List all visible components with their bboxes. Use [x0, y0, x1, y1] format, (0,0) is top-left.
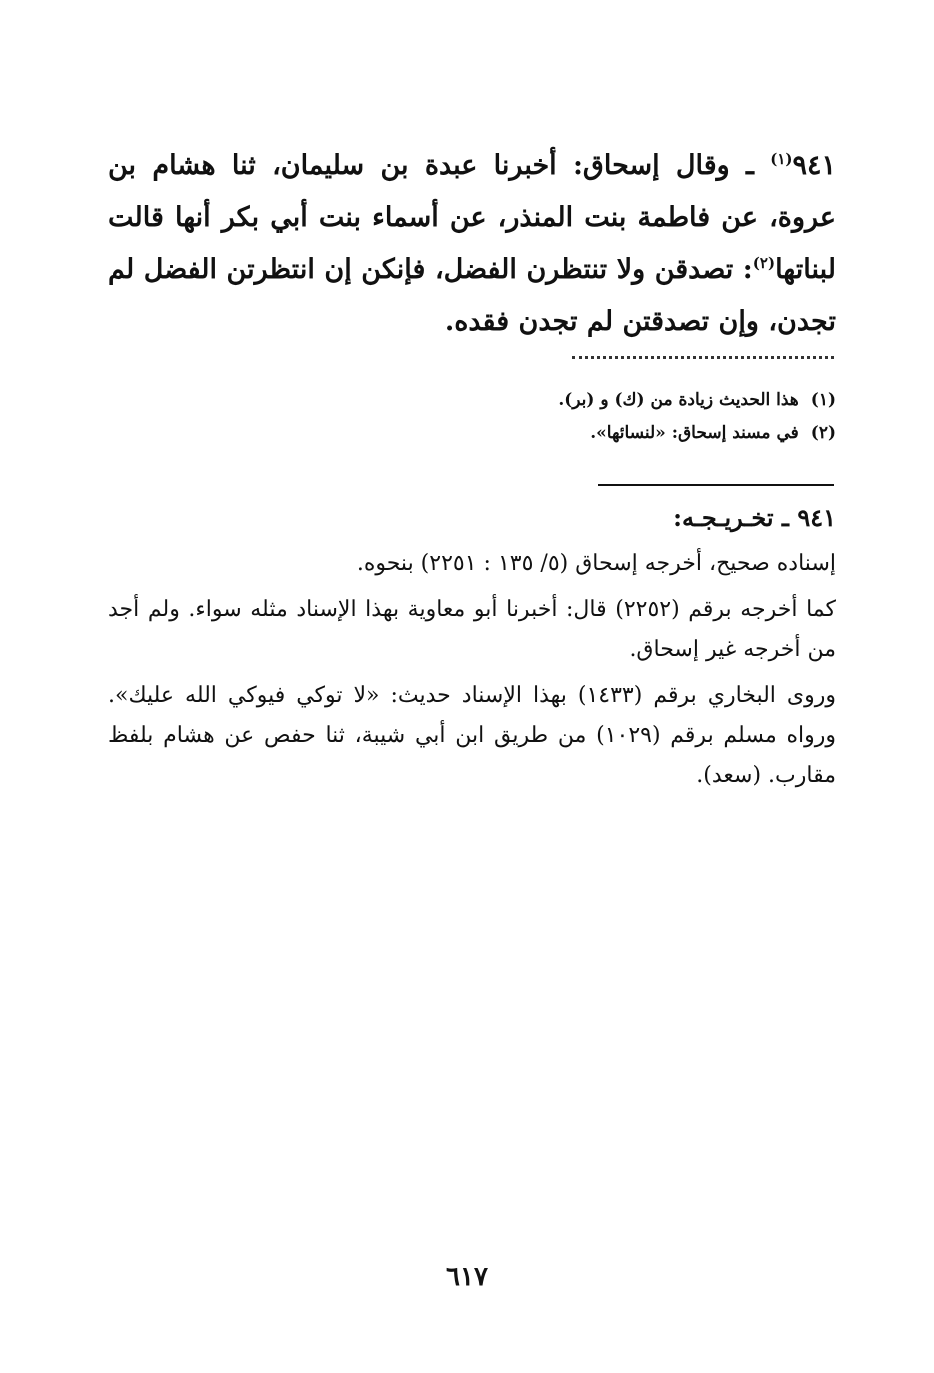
footnote-mark: (١) — [810, 390, 836, 410]
footnotes — [108, 384, 836, 450]
hadith-paragraph — [108, 140, 836, 348]
footnote-text: في مسند إسحاق: «لنسائها». — [590, 423, 799, 443]
hadith-text-part-1: ـ وقال إسحاق: أخبرنا عبدة بن سليمان، ثنا هشام بن عروة، عن فاطمة بنت المنذر، عن أسماء بنت أبي بكر أنها قالت لبناتها — [108, 150, 836, 285]
hadith-text — [108, 140, 836, 348]
takhrij-paragraph: وروى البخاري برقم (١٤٣٣) بهذا الإسناد حديث: «لا توكي فيوكي الله عليك». ورواه مسلم برقم (١٠٢٩) من طريق ابن أبي شيبة، ثنا حفص عن هشام بلفظ مقارب. (سعد). — [108, 683, 837, 788]
page-number: ٦١٧ — [446, 1262, 488, 1292]
footnote-ref-2: (٢) — [752, 254, 776, 272]
footnote — [108, 417, 836, 450]
footnote-mark: (٢) — [810, 423, 836, 443]
takhrij-paragraph: إسناده صحيح، أخرجه إسحاق (٥/ ١٣٥ : ٢٢٥١) بنحوه. — [356, 551, 836, 576]
takhrij-heading: ٩٤١ ـ تخـريـجـه: — [673, 503, 836, 532]
takhrij-paragraph: كما أخرجه برقم (٢٢٥٢) قال: أخبرنا أبو معاوية بهذا الإسناد مثله سواء. ولم أجد من أخرجه غير إسحاق. — [108, 597, 836, 662]
footnote-separator — [572, 356, 834, 359]
hadith-number: ٩٤١ — [792, 150, 836, 181]
footnote — [108, 384, 836, 417]
section-divider — [598, 484, 834, 486]
footnote-ref-1: (١) — [770, 150, 793, 168]
hadith-text-part-2: : تصدقن ولا تنتظرن الفضل، فإنكن إن انتظرتن الفضل لم تجدن، وإن تصدقتن لم تجدن فقده. — [108, 254, 836, 337]
takhrij-section — [108, 498, 836, 802]
footnote-text: هذا الحديث زيادة من (ك) و (بر). — [558, 390, 799, 410]
